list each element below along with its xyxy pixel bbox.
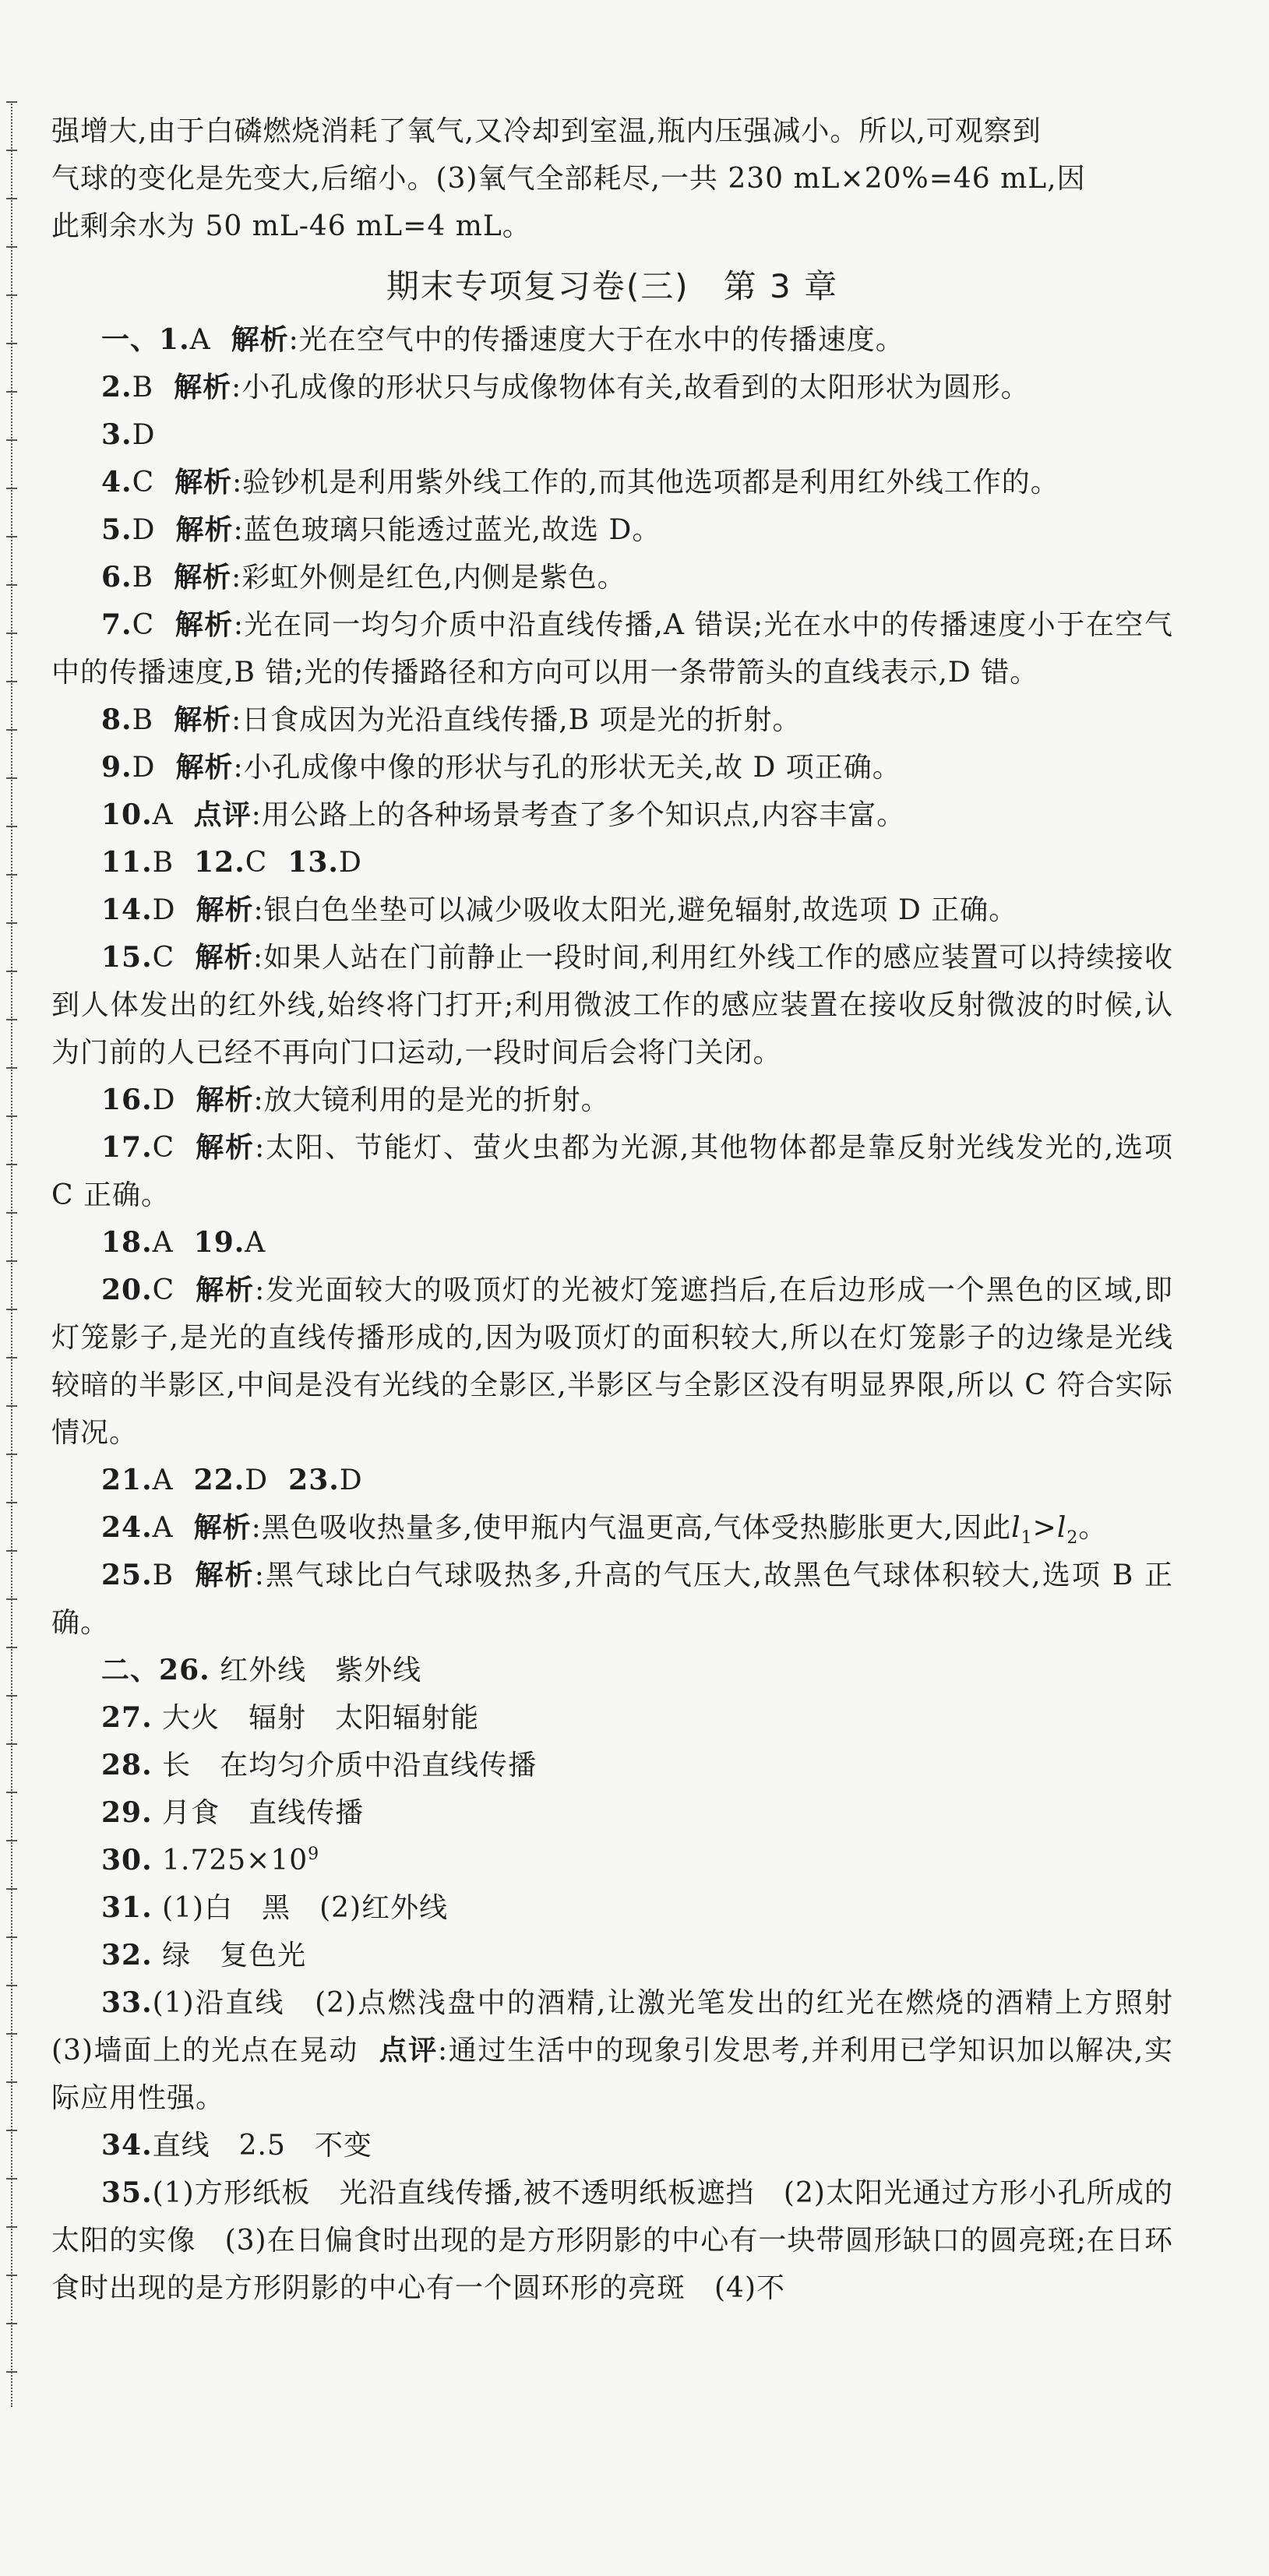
binding-tick <box>6 1743 17 1745</box>
question-number: 14. <box>101 893 153 926</box>
question-number: 16. <box>101 1084 153 1116</box>
binding-tick <box>6 2033 17 2035</box>
analysis-text: :黑气球比白气球吸热多,升高的气压大,故黑色气球体积较大,选项 B 正确。 <box>51 1559 1173 1639</box>
binding-tick <box>6 246 17 248</box>
analysis-label: 解析 <box>195 1131 256 1164</box>
binding-tick <box>6 2226 17 2228</box>
answer-choice: D <box>132 419 156 451</box>
comment-label: 点评 <box>378 2034 438 2067</box>
answer-choice: A <box>152 1512 174 1544</box>
analysis-label: 解析 <box>196 1084 254 1116</box>
answer-item-30 <box>51 1837 1173 1884</box>
exponent: 9 <box>308 1845 320 1864</box>
answer-item-24 <box>51 1504 1173 1552</box>
binding-tick <box>6 294 17 296</box>
answer-choice: A <box>152 1464 174 1496</box>
answer-item-33 <box>51 1979 1203 2122</box>
binding-tick <box>6 1212 17 1214</box>
binding-tick <box>6 1502 17 1503</box>
question-number: 10. <box>101 798 153 831</box>
binding-tick <box>6 488 17 489</box>
question-number: 13. <box>287 846 339 879</box>
answer-text: 红外线 紫外线 <box>220 1654 422 1686</box>
binding-tick <box>6 2130 17 2131</box>
analysis-text: :验钞机是利用紫外线工作的,而其他选项都是利用红外线工作的。 <box>232 467 1059 499</box>
answer-item-34 <box>51 2122 1173 2169</box>
intro-line: 此剩余水为 50 mL-46 mL=4 mL。 <box>51 210 531 242</box>
question-number: 25. <box>101 1559 153 1591</box>
binding-tick <box>6 2081 17 2083</box>
answer-text: 月食 直线传播 <box>162 1797 365 1829</box>
binding-tick <box>6 1115 17 1117</box>
answer-choice: B <box>152 847 174 879</box>
answer-item-2 <box>51 364 1173 411</box>
analysis-label: 解析 <box>174 466 233 499</box>
answer-item-11-13 <box>51 839 1173 886</box>
question-number: 9. <box>101 751 132 784</box>
question-number: 19. <box>193 1226 245 1259</box>
answer-choice: C <box>132 467 155 499</box>
analysis-text: :小孔成像的形状只与成像物体有关,故看到的太阳形状为圆形。 <box>231 372 1030 403</box>
answer-item-8 <box>51 696 1173 744</box>
question-number: 33. <box>101 1986 153 2019</box>
answer-item-20 <box>51 1267 1173 1457</box>
question-number: 11. <box>101 846 153 879</box>
answer-item-27 <box>51 1694 1173 1742</box>
binding-tick <box>6 1309 17 1310</box>
answer-item-1 <box>51 316 1173 364</box>
binding-tick <box>6 2178 17 2180</box>
binding-tick <box>6 536 17 537</box>
binding-tick <box>6 1985 17 1986</box>
intro-block <box>51 107 1173 250</box>
formula-sub: 2 <box>1066 1528 1079 1549</box>
analysis-label: 解析 <box>174 703 232 736</box>
answer-choice: D <box>339 1464 363 1496</box>
answer-choice: A <box>152 799 174 831</box>
answer-text: (1)白 黑 (2)红外线 <box>162 1892 449 1924</box>
question-number: 26. <box>159 1654 210 1686</box>
answer-item-26 <box>51 1647 1173 1694</box>
answer-item-4 <box>51 459 1173 506</box>
answer-choice: D <box>245 1464 269 1496</box>
answer-text: 长 在均匀介质中沿直线传播 <box>162 1750 538 1781</box>
binding-tick <box>6 1164 17 1165</box>
analysis-text: :彩虹外侧是红色,内侧是紫色。 <box>231 562 626 594</box>
answer-page <box>51 107 1203 2312</box>
formula-var: l <box>1011 1512 1021 1544</box>
question-number: 18. <box>101 1226 153 1259</box>
binding-tick <box>6 1792 17 1793</box>
question-number: 28. <box>101 1749 153 1781</box>
comment-label: 点评 <box>193 798 252 831</box>
page-title: 期末专项复习卷(三) 第 3 章 <box>386 267 839 305</box>
answer-text: 绿 复色光 <box>162 1940 307 1972</box>
answer-choice: D <box>152 1084 176 1116</box>
analysis-label: 解析 <box>174 561 232 594</box>
question-number: 5. <box>101 513 132 546</box>
analysis-text: :小孔成像中像的形状与孔的形状无关,故 D 项正确。 <box>233 752 901 784</box>
analysis-text: :蓝色玻璃只能透过蓝光,故选 D。 <box>233 514 661 546</box>
formula-op: > <box>1032 1512 1057 1544</box>
answer-item-3 <box>51 411 1173 459</box>
analysis-label: 解析 <box>231 323 289 356</box>
answer-item-5 <box>51 506 1173 554</box>
binding-tick <box>6 777 17 779</box>
answer-choice: B <box>132 562 154 594</box>
question-number: 17. <box>101 1131 153 1164</box>
answer-choice: A <box>189 324 211 356</box>
answer-item-17 <box>51 1124 1173 1219</box>
analysis-label: 解析 <box>175 751 234 784</box>
analysis-text: :光在同一均匀介质中沿直线传播,A 错误;光在水中的传播速度小于在空气中的传播速度,B 错;光的传播路径和方向可以用一条带箭头的直线表示,D 错。 <box>51 609 1173 689</box>
question-number: 15. <box>101 941 153 974</box>
answer-choice: A <box>152 1227 174 1259</box>
analysis-text: :太阳、节能灯、萤火虫都为光源,其他物体都是靠反射光线发光的,选项 C 正确。 <box>51 1132 1173 1211</box>
answer-item-15 <box>51 934 1173 1077</box>
analysis-label: 解析 <box>195 941 253 974</box>
question-number: 22. <box>193 1464 245 1496</box>
analysis-text: :黑色吸收热量多,使甲瓶内气温更高,气体受热膨胀更大,因此 <box>251 1512 1012 1544</box>
analysis-label: 解析 <box>174 608 234 641</box>
binding-tick <box>6 681 17 682</box>
answer-text: 直线 2.5 不变 <box>152 2130 372 2162</box>
binding-tick <box>6 1936 17 1938</box>
binding-tick <box>6 826 17 827</box>
binding-tick <box>6 1598 17 1600</box>
question-number: 4. <box>101 466 132 499</box>
answer-choice: B <box>152 1559 174 1591</box>
formula-end: 。 <box>1078 1512 1108 1544</box>
question-number: 30. <box>101 1844 153 1876</box>
binding-tick <box>6 874 17 876</box>
analysis-text: :如果人站在门前静止一段时间,利用红外线工作的感应装置可以持续接收到人体发出的红外线,始终将门打开;利用微波工作的感应装置在接收反射微波的时候,认为门前的人已经不再向门口运动,一段时间后会将门关闭。 <box>51 942 1173 1069</box>
analysis-label: 解析 <box>174 371 232 403</box>
question-number: 8. <box>101 703 132 736</box>
question-number: 12. <box>194 846 245 879</box>
binding-tick <box>6 198 17 199</box>
answer-choice: D <box>132 752 156 784</box>
question-number: 7. <box>101 608 132 641</box>
answer-text: (1)沿直线 (2)点燃浅盘中的酒精,让激光笔发出的红光在燃烧的酒精上方照射 (3)墙面上的光点在晃动 <box>51 1987 1203 2067</box>
answer-item-21-23 <box>51 1457 1173 1504</box>
formula-var: l <box>1056 1512 1067 1544</box>
answer-text: 大火 辐射 太阳辐射能 <box>162 1702 480 1734</box>
question-number: 2. <box>101 371 132 403</box>
binding-tick <box>6 1647 17 1648</box>
binding-tick <box>6 1840 17 1841</box>
analysis-label: 解析 <box>175 513 234 546</box>
binding-tick <box>6 2371 17 2373</box>
comment-text: :用公路上的各种场景考查了多个知识点,内容丰富。 <box>251 799 906 831</box>
formula-sub: 1 <box>1020 1528 1033 1549</box>
section-label: 二、 <box>101 1654 160 1686</box>
answer-choice: B <box>132 372 154 403</box>
analysis-label: 解析 <box>193 1511 252 1544</box>
answer-item-28 <box>51 1742 1173 1789</box>
answer-choice: B <box>132 704 154 736</box>
question-number: 23. <box>288 1464 340 1496</box>
binding-tick <box>6 2323 17 2324</box>
analysis-label: 解析 <box>195 1274 256 1306</box>
answer-item-10 <box>51 791 1173 839</box>
answer-item-14 <box>51 886 1173 934</box>
question-number: 35. <box>101 2176 153 2209</box>
answer-item-25 <box>51 1552 1173 1647</box>
question-number: 29. <box>101 1796 153 1829</box>
intro-line: 气球的变化是先变大,后缩小。(3)氧气全部耗尽,一共 230 mL×20%=46 mL,因 <box>51 163 1086 195</box>
binding-tick <box>6 584 17 586</box>
analysis-label: 解析 <box>196 893 254 926</box>
question-number: 24. <box>101 1511 153 1544</box>
binding-tick <box>6 1357 17 1358</box>
binding-tick <box>6 1405 17 1407</box>
answer-item-32 <box>51 1932 1173 1979</box>
analysis-text: :光在空气中的传播速度大于在水中的传播速度。 <box>288 324 904 356</box>
binding-tick <box>6 1550 17 1552</box>
answer-choice: D <box>152 894 176 926</box>
analysis-text: :日食成因为光沿直线传播,B 项是光的折射。 <box>231 704 802 736</box>
binding-tick <box>6 1260 17 1262</box>
intro-line: 强增大,由于白磷燃烧消耗了氧气,又冷却到室温,瓶内压强减小。所以,可观察到 <box>51 115 1042 147</box>
answer-item-9 <box>51 744 1173 791</box>
analysis-text: :银白色坐垫可以减少吸收太阳光,避免辐射,故选项 D 正确。 <box>253 894 1018 926</box>
binding-tick <box>6 343 17 344</box>
analysis-label: 解析 <box>194 1559 255 1591</box>
answer-item-35 <box>51 2169 1173 2312</box>
binding-margin <box>11 101 12 2407</box>
binding-tick <box>6 439 17 441</box>
analysis-text: :发光面较大的吸顶灯的光被灯笼遮挡后,在后边形成一个黑色的区域,即灯笼影子,是光的直线传播形成的,因为吸顶灯的面积较大,所以在灯笼影子的边缘是光线较暗的半影区,中间是没有光线的全影区,半影区与全影区没有明显界限,所以 C 符合实际情况。 <box>51 1274 1173 1449</box>
answer-item-31 <box>51 1884 1173 1932</box>
binding-tick <box>6 101 17 103</box>
binding-tick <box>6 922 17 924</box>
answer-item-7 <box>51 601 1173 696</box>
binding-tick <box>6 2275 17 2276</box>
answer-item-18-19 <box>51 1219 1173 1267</box>
question-number: 3. <box>101 418 132 451</box>
binding-tick <box>6 633 17 634</box>
binding-tick <box>6 1695 17 1697</box>
question-number: 32. <box>101 1939 153 1972</box>
question-number: 27. <box>101 1701 153 1734</box>
binding-tick <box>6 1019 17 1020</box>
question-number: 6. <box>101 561 132 594</box>
question-number: 31. <box>101 1891 153 1924</box>
answer-item-16 <box>51 1077 1173 1124</box>
binding-tick <box>6 150 17 151</box>
answer-choice: C <box>152 1274 175 1306</box>
answer-choice: C <box>152 1132 175 1164</box>
answer-text: (1)方形纸板 光沿直线传播,被不透明纸板遮挡 (2)太阳光通过方形小孔所成的太阳的实像 (3)在日偏食时出现的是方形阴影的中心有一块带圆形缺口的圆亮斑;在日环食时出现的是方形阴影的中心有一个圆环形的亮斑 (4)不 <box>51 2177 1173 2304</box>
binding-tick <box>6 1067 17 1069</box>
answer-item-29 <box>51 1789 1173 1837</box>
question-number: 34. <box>101 2129 153 2162</box>
binding-tick <box>6 1454 17 1455</box>
answer-choice: C <box>152 942 175 974</box>
answer-choice: C <box>245 847 268 879</box>
answer-choice: C <box>132 609 155 641</box>
answer-choice: A <box>245 1227 266 1259</box>
section-label: 一、 <box>101 323 160 356</box>
binding-tick <box>6 971 17 972</box>
answer-choice: D <box>132 514 156 546</box>
binding-tick <box>6 729 17 731</box>
answer-choice: D <box>338 847 362 879</box>
answer-text: 1.725×10 <box>162 1845 308 1876</box>
question-number: 21. <box>101 1464 153 1496</box>
comment-text: :通过生活中的现象引发思考,并利用已学知识加以解决,实际应用性强。 <box>51 2035 1173 2114</box>
question-number: 20. <box>101 1274 153 1306</box>
analysis-text: :放大镜利用的是光的折射。 <box>253 1084 610 1116</box>
binding-tick <box>6 391 17 393</box>
question-number: 1. <box>159 323 190 356</box>
answer-item-6 <box>51 554 1173 601</box>
binding-tick <box>6 1888 17 1890</box>
